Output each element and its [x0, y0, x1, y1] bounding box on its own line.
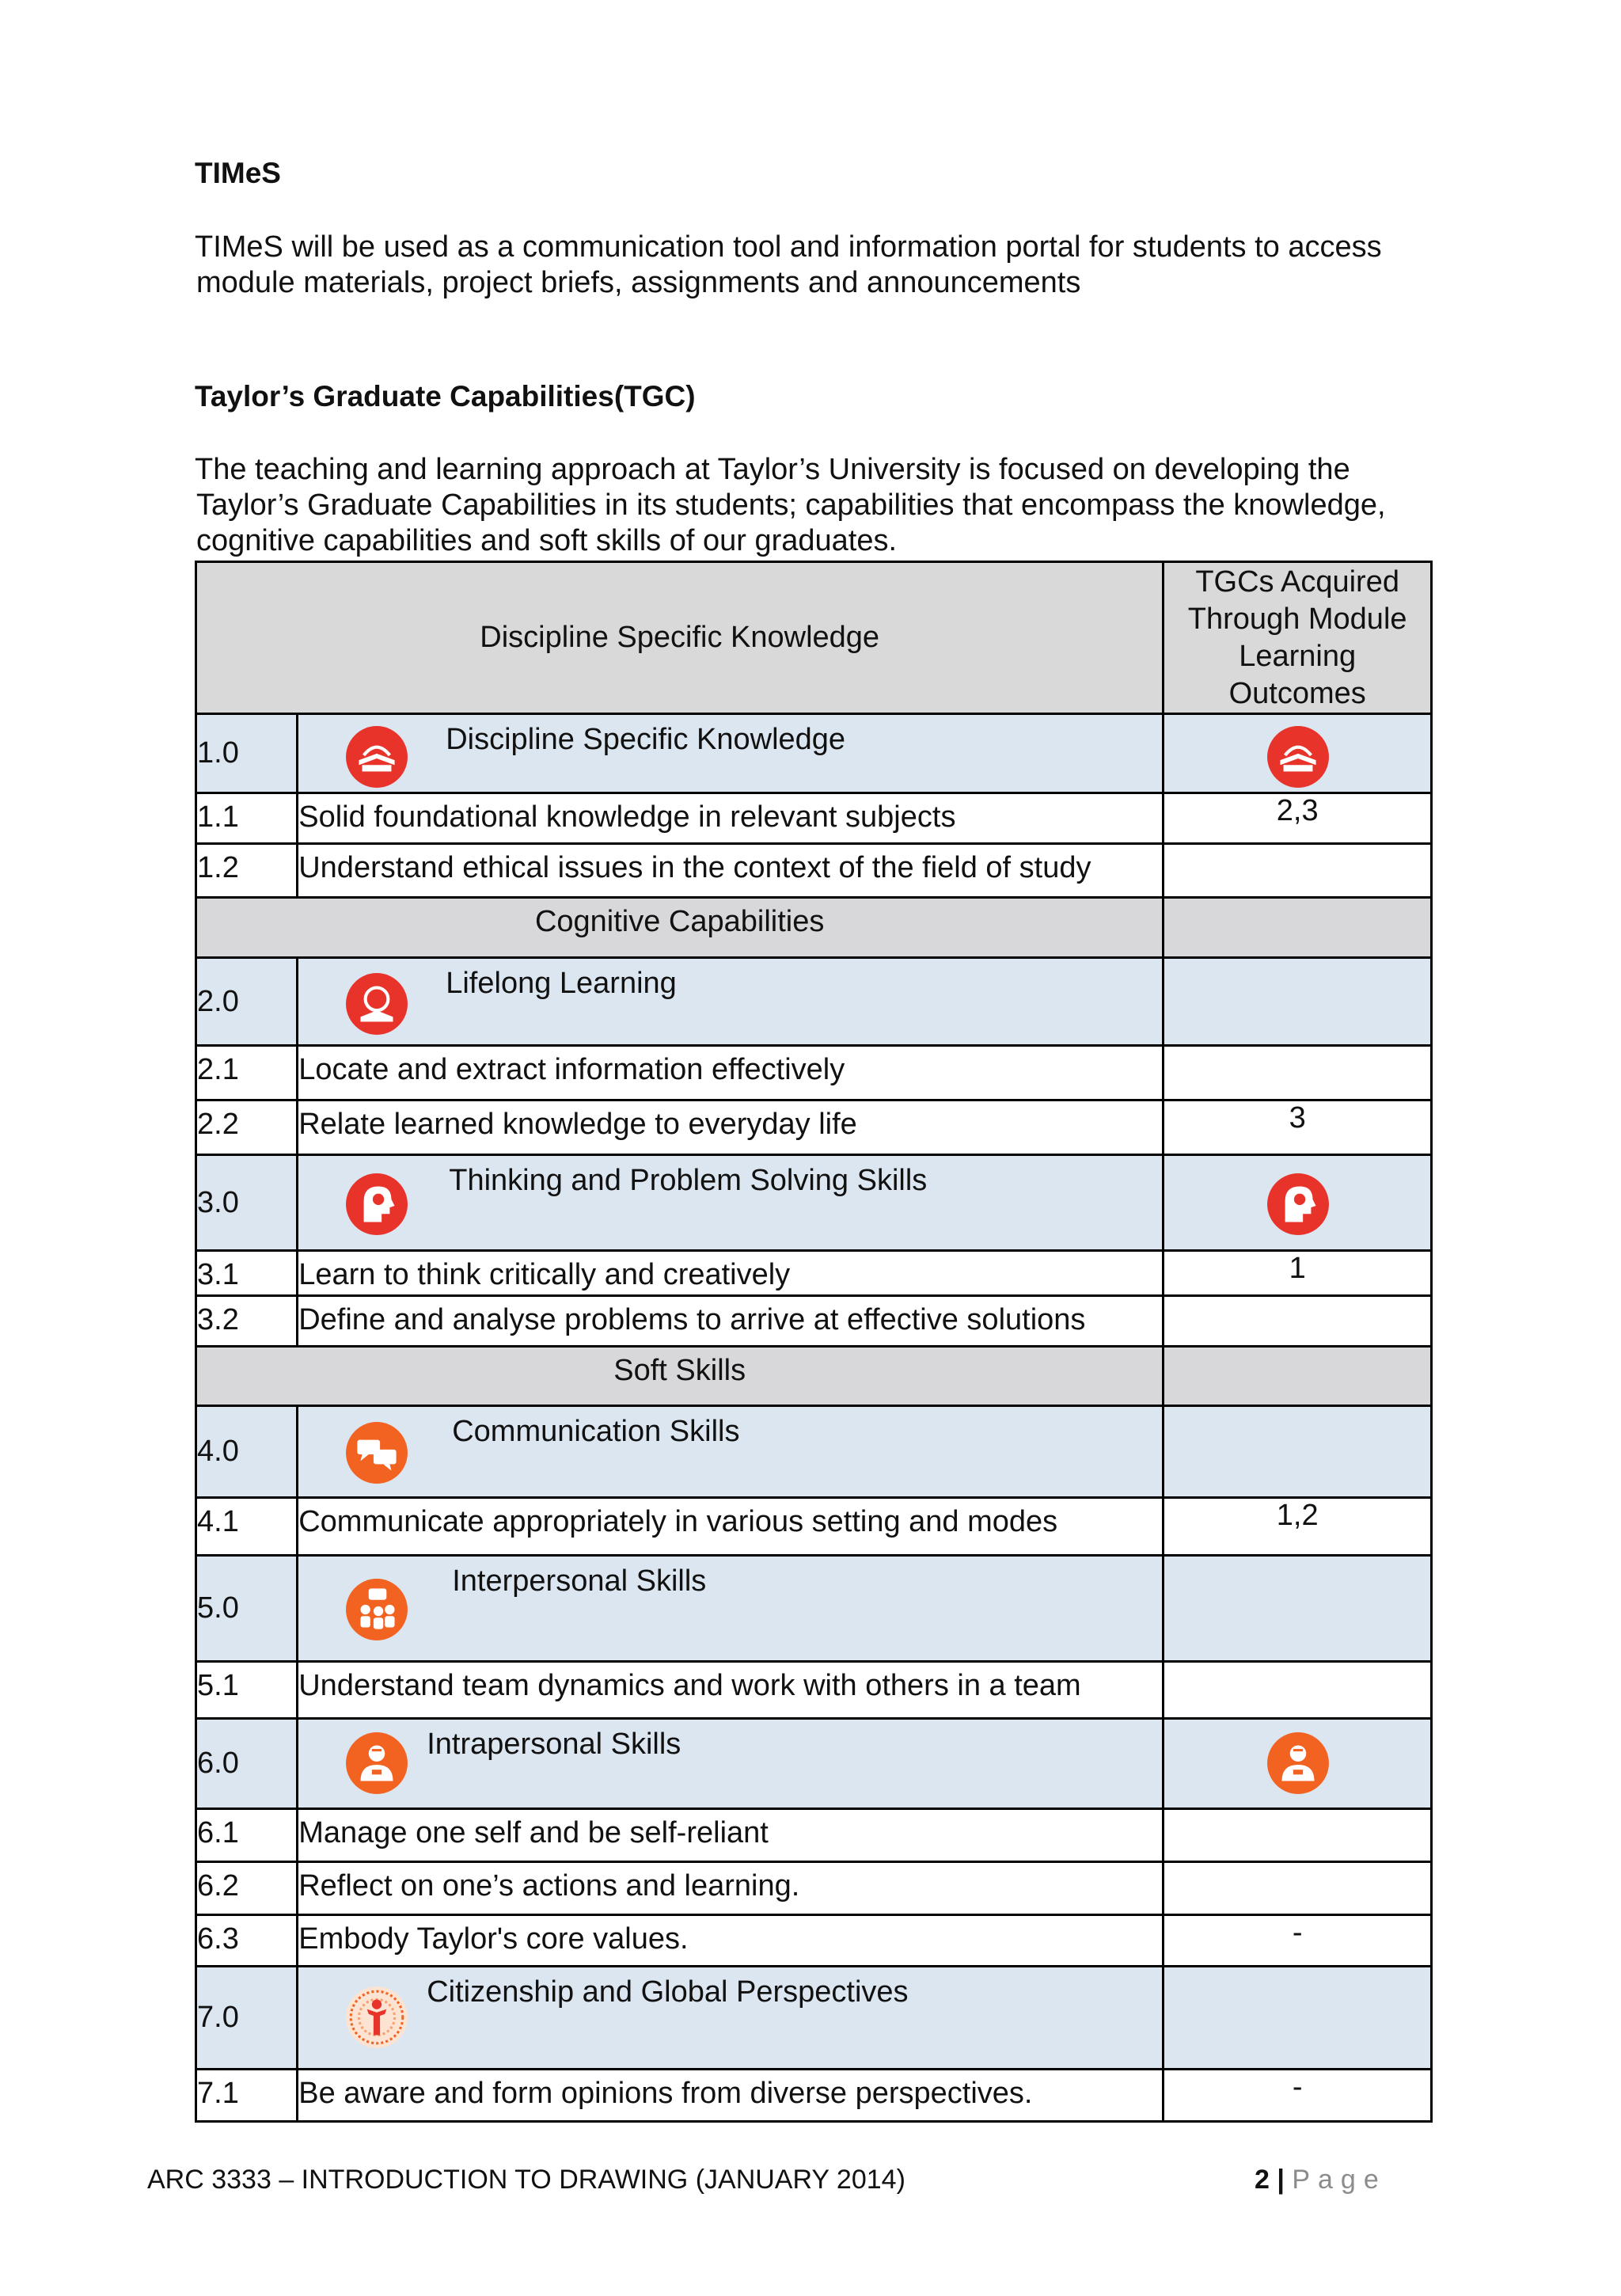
- category-tgc-cell: [1164, 1719, 1432, 1809]
- category-label: Thinking and Problem Solving Skills: [449, 1164, 928, 1197]
- section-label: Cognitive Capabilities: [196, 898, 1164, 958]
- row-value: 2,3: [1164, 793, 1432, 844]
- row-text: Define and analyse problems to arrive at effective solutions: [298, 1296, 1164, 1347]
- table-row-4-1: [196, 1498, 1432, 1556]
- category-row-4-0: [196, 1406, 1432, 1498]
- row-value: -: [1164, 1915, 1432, 1967]
- category-name-cell: [298, 958, 1164, 1046]
- header-tgcs: [1164, 562, 1432, 714]
- category-row-3-0: [196, 1155, 1432, 1251]
- row-number: 1.1: [196, 793, 298, 844]
- row-value: -: [1164, 2070, 1432, 2122]
- category-row-6-0: [196, 1719, 1432, 1809]
- people-group-icon: [344, 1577, 409, 1642]
- times-paragraph-line-2: module materials, project briefs, assignments and announcements: [196, 266, 1081, 299]
- category-number: 4.0: [196, 1406, 298, 1498]
- header-title: Discipline Specific Knowledge: [196, 562, 1164, 714]
- row-text: Relate learned knowledge to everyday life: [298, 1100, 1164, 1155]
- category-tgc-cell: [1164, 1967, 1432, 2070]
- category-label: Lifelong Learning: [446, 967, 677, 1000]
- knowledge-book-icon: [344, 724, 409, 789]
- row-value: [1164, 844, 1432, 898]
- category-tgc-cell: [1164, 958, 1432, 1046]
- category-tgc-cell: [1164, 1155, 1432, 1251]
- row-value: 1,2: [1164, 1498, 1432, 1556]
- section-empty-cell: [1164, 1347, 1432, 1406]
- category-row-1-0: [196, 714, 1432, 793]
- tgc-heading: Taylor’s Graduate Capabilities(TGC): [195, 380, 696, 412]
- category-number: 3.0: [196, 1155, 298, 1251]
- category-label: Interpersonal Skills: [452, 1564, 707, 1598]
- times-heading: TIMeS: [195, 157, 281, 189]
- page-separator: |: [1269, 2165, 1293, 2195]
- row-number: 2.1: [196, 1046, 298, 1100]
- category-number: 1.0: [196, 714, 298, 793]
- section-label: Soft Skills: [196, 1347, 1164, 1406]
- row-value: [1164, 1046, 1432, 1100]
- table-row-6-1: [196, 1809, 1432, 1862]
- row-text: Reflect on one’s actions and learning.: [298, 1862, 1164, 1915]
- person-icon: [1266, 1731, 1331, 1796]
- row-text: Learn to think critically and creatively: [298, 1251, 1164, 1296]
- row-text: Locate and extract information effectively: [298, 1046, 1164, 1100]
- category-name-cell: [298, 1556, 1164, 1662]
- category-name-cell: [298, 1967, 1164, 2070]
- category-row-7-0: [196, 1967, 1432, 2070]
- category-name-cell: [298, 1406, 1164, 1498]
- row-text: Manage one self and be self-reliant: [298, 1809, 1164, 1862]
- category-label: Discipline Specific Knowledge: [446, 723, 846, 756]
- table-row-3-2: [196, 1296, 1432, 1347]
- header-tgcs-line-1: TGCs Acquired: [1195, 564, 1399, 599]
- category-number: 2.0: [196, 958, 298, 1046]
- row-value: 3: [1164, 1100, 1432, 1155]
- thinking-head-icon: [344, 1172, 409, 1237]
- row-value: [1164, 1662, 1432, 1719]
- section-row-cognitive: [196, 898, 1432, 958]
- header-tgcs-line-3: Learning: [1239, 639, 1357, 673]
- row-value: [1164, 1296, 1432, 1347]
- row-text: Embody Taylor's core values.: [298, 1915, 1164, 1967]
- table-row-6-3: [196, 1915, 1432, 1967]
- row-number: 6.1: [196, 1809, 298, 1862]
- table-row-3-1: [196, 1251, 1432, 1296]
- row-text: Understand ethical issues in the context of the field of study: [298, 844, 1164, 898]
- globe-figure-icon: [344, 1985, 409, 2050]
- tgc-paragraph-line-2: Taylor’s Graduate Capabilities in its students; capabilities that encompass the knowledge,: [196, 488, 1386, 522]
- row-number: 7.1: [196, 2070, 298, 2122]
- category-name-cell: [298, 1719, 1164, 1809]
- table-row-5-1: [196, 1662, 1432, 1719]
- table-row-2-1: [196, 1046, 1432, 1100]
- row-text: Understand team dynamics and work with others in a team: [298, 1662, 1164, 1719]
- person-icon: [344, 1731, 409, 1796]
- row-text: Communicate appropriately in various setting and modes: [298, 1498, 1164, 1556]
- page-word: Page: [1292, 2165, 1387, 2195]
- tgc-paragraph-line-1: The teaching and learning approach at Taylor’s University is focused on developing the: [195, 453, 1350, 486]
- category-number: 5.0: [196, 1556, 298, 1662]
- thinking-head-icon: [1266, 1172, 1331, 1237]
- row-number: 4.1: [196, 1498, 298, 1556]
- row-text: Solid foundational knowledge in relevant subjects: [298, 793, 1164, 844]
- row-number: 6.3: [196, 1915, 298, 1967]
- tgc-paragraph-line-3: cognitive capabilities and soft skills of our graduates.: [196, 524, 898, 557]
- row-number: 1.2: [196, 844, 298, 898]
- category-name-cell: [298, 714, 1164, 793]
- footer-course-title: ARC 3333 – INTRODUCTION TO DRAWING (JANUARY 2014): [147, 2165, 905, 2195]
- tgc-table: [195, 561, 1433, 2123]
- times-paragraph-line-1: TIMeS will be used as a communication tool and information portal for students to access: [195, 230, 1382, 264]
- row-text: Be aware and form opinions from diverse perspectives.: [298, 2070, 1164, 2122]
- table-row-2-2: [196, 1100, 1432, 1155]
- header-tgcs-line-2: Through Module: [1187, 602, 1407, 636]
- table-header-row: [196, 562, 1432, 714]
- row-number: 2.2: [196, 1100, 298, 1155]
- category-name-cell: [298, 1155, 1164, 1251]
- knowledge-book-icon: [1266, 724, 1331, 789]
- section-row-soft-skills: [196, 1347, 1432, 1406]
- category-label: Intrapersonal Skills: [427, 1728, 681, 1761]
- category-label: Communication Skills: [452, 1415, 740, 1448]
- category-row-2-0: [196, 958, 1432, 1046]
- table-row-6-2: [196, 1862, 1432, 1915]
- category-label: Citizenship and Global Perspectives: [427, 1975, 909, 2009]
- category-tgc-cell: [1164, 714, 1432, 793]
- footer-page-indicator: [1255, 2165, 1387, 2195]
- speech-bubbles-icon: [344, 1420, 409, 1485]
- row-value: [1164, 1862, 1432, 1915]
- table-row-7-1: [196, 2070, 1432, 2122]
- category-tgc-cell: [1164, 1556, 1432, 1662]
- row-value: [1164, 1809, 1432, 1862]
- category-number: 7.0: [196, 1967, 298, 2070]
- row-number: 3.2: [196, 1296, 298, 1347]
- lifelong-learning-icon: [344, 971, 409, 1036]
- header-tgcs-line-4: Outcomes: [1228, 676, 1366, 710]
- table-row-1-2: [196, 844, 1432, 898]
- page-number: 2: [1255, 2165, 1270, 2195]
- row-value: 1: [1164, 1251, 1432, 1296]
- section-empty-cell: [1164, 898, 1432, 958]
- row-number: 3.1: [196, 1251, 298, 1296]
- row-number: 5.1: [196, 1662, 298, 1719]
- row-number: 6.2: [196, 1862, 298, 1915]
- table-row-1-1: [196, 793, 1432, 844]
- category-number: 6.0: [196, 1719, 298, 1809]
- category-row-5-0: [196, 1556, 1432, 1662]
- category-tgc-cell: [1164, 1406, 1432, 1498]
